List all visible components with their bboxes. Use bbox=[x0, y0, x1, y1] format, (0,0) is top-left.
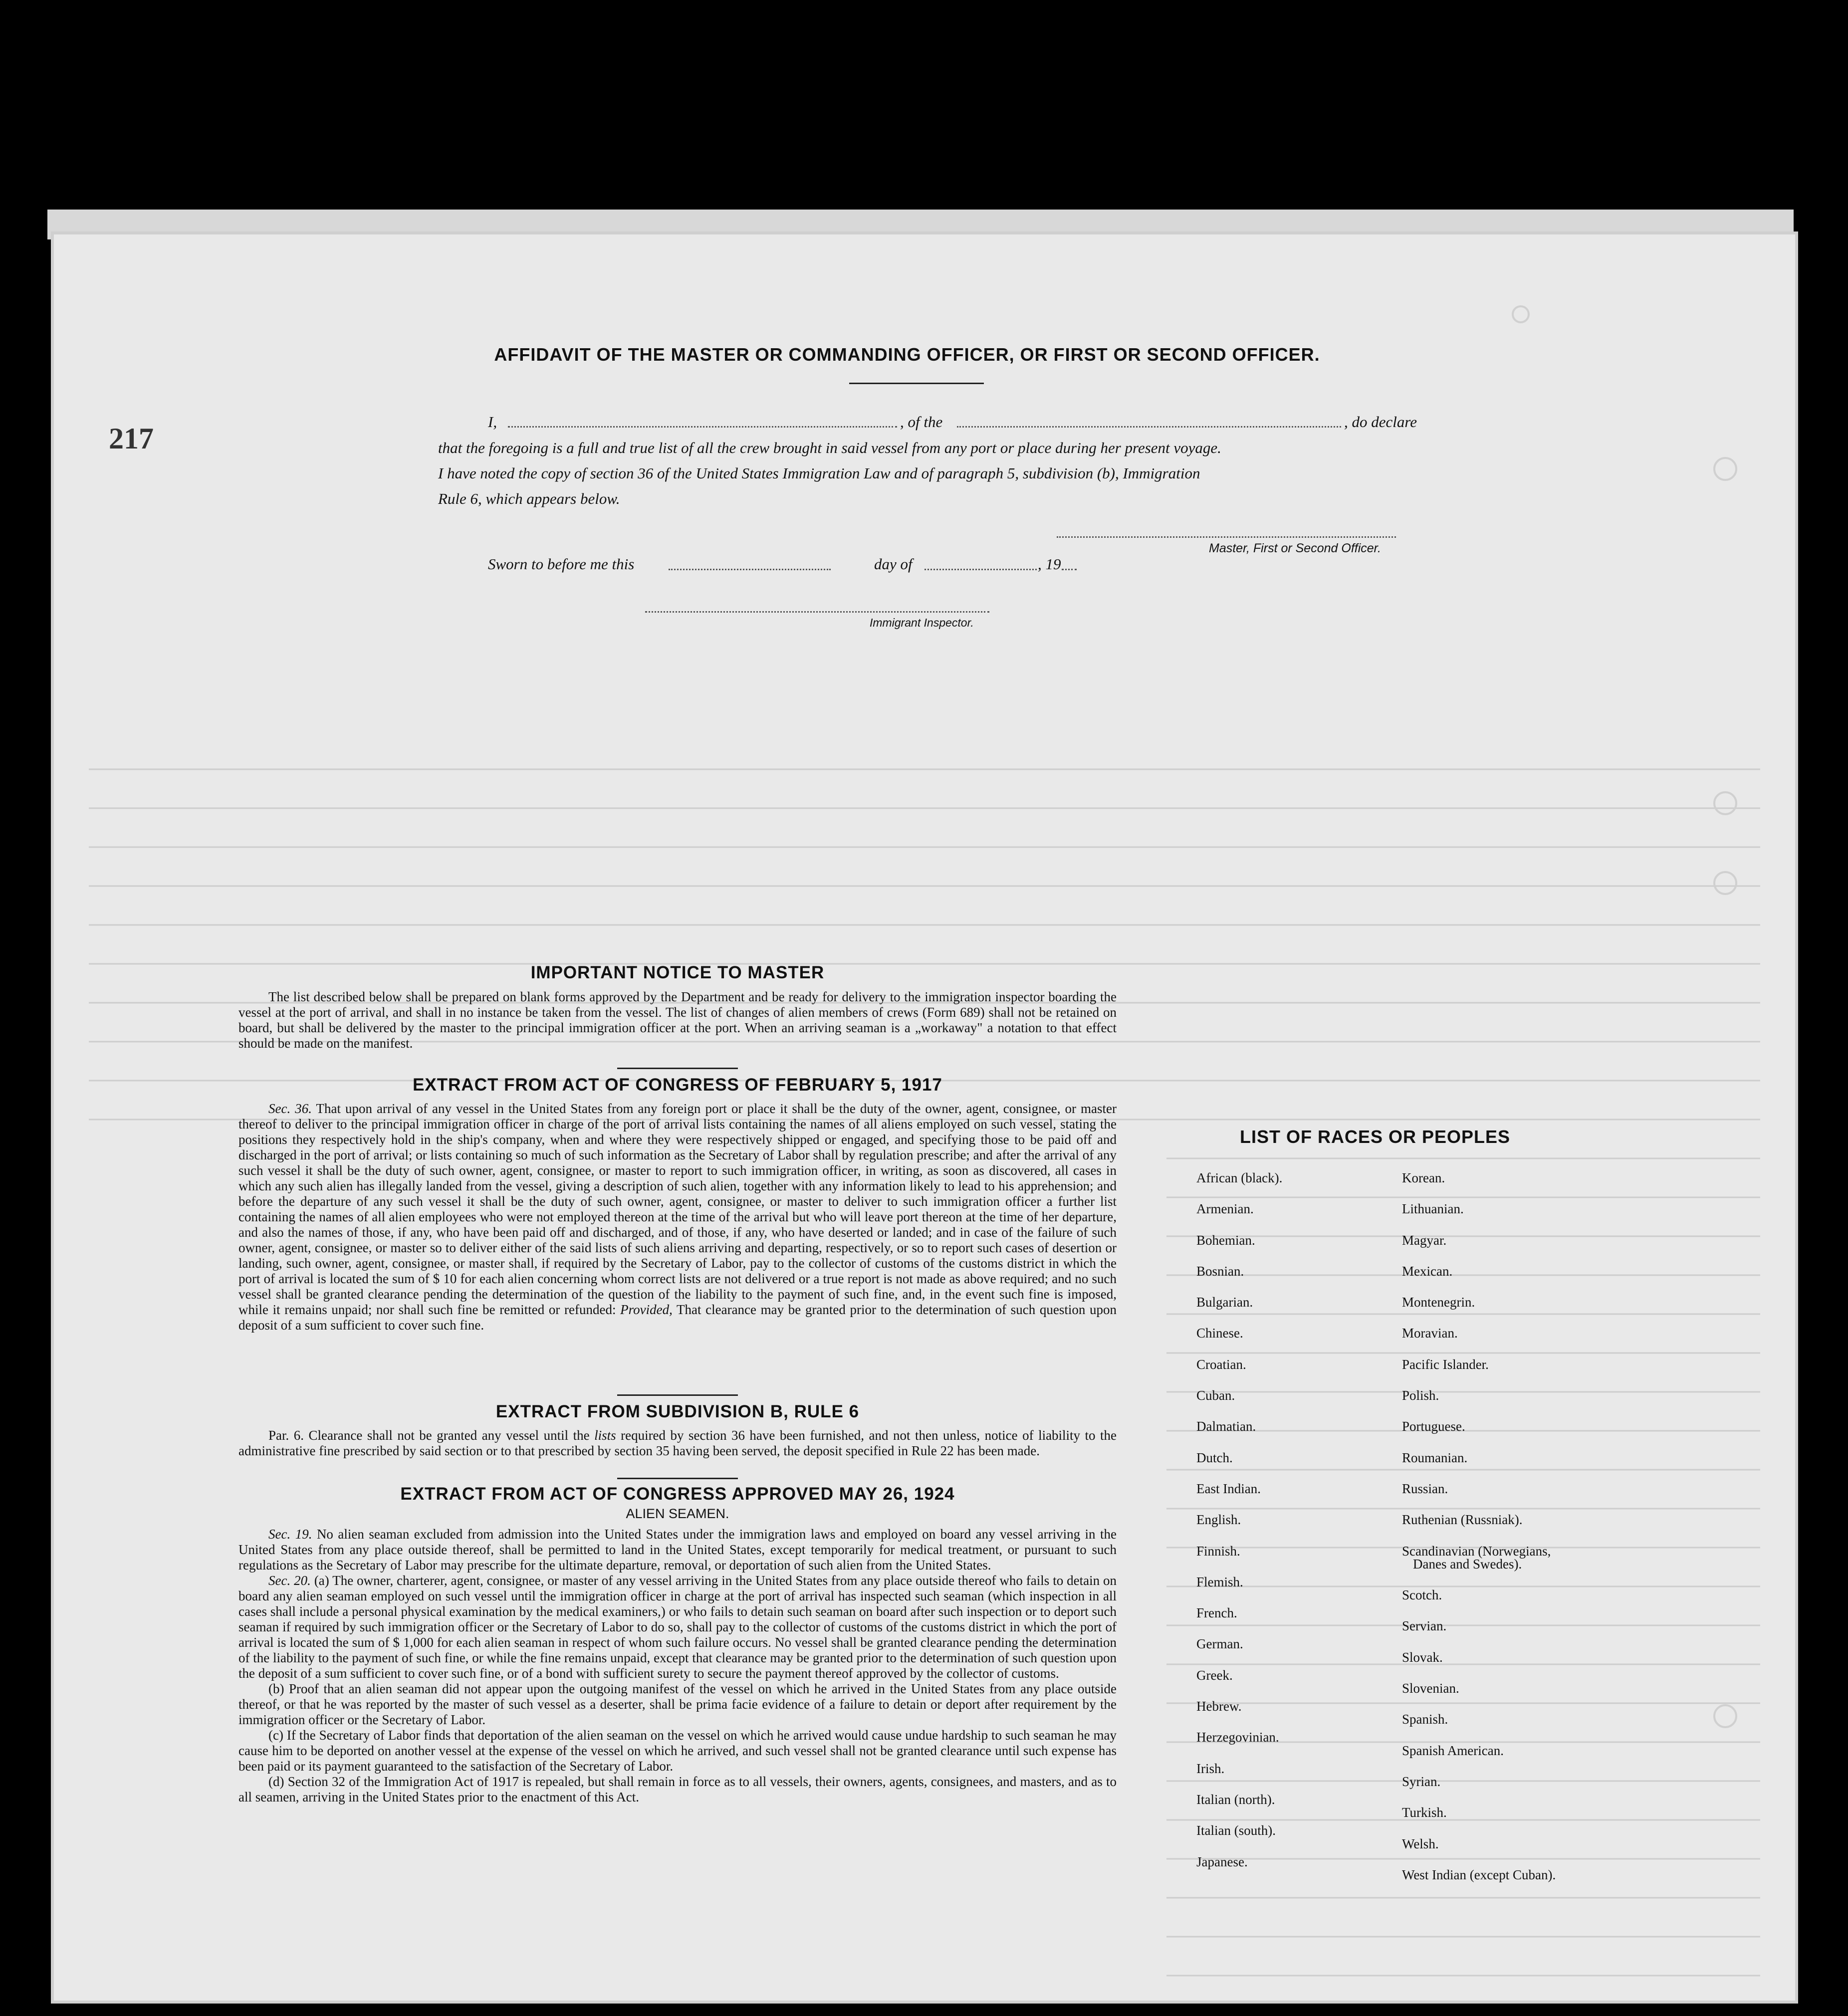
inspector-signature-field[interactable] bbox=[645, 611, 989, 613]
race-item: Bohemian. bbox=[1196, 1232, 1255, 1248]
day-of-label: day of bbox=[874, 555, 913, 573]
race-item: Moravian. bbox=[1402, 1326, 1458, 1341]
extract-rule6-body bbox=[238, 1428, 1117, 1459]
race-item: Bulgarian. bbox=[1196, 1295, 1253, 1310]
race-item: Dalmatian. bbox=[1196, 1419, 1256, 1434]
race-item: Cuban. bbox=[1196, 1388, 1235, 1403]
affidavit-name-field[interactable] bbox=[508, 426, 897, 428]
race-item: African (black). bbox=[1196, 1170, 1283, 1185]
race-item: Slovak. bbox=[1402, 1649, 1443, 1665]
race-item: Lithuanian. bbox=[1402, 1201, 1464, 1217]
races-right-column bbox=[1402, 1162, 1556, 1890]
race-item: Armenian. bbox=[1196, 1201, 1254, 1217]
master-signature-label: Master, First or Second Officer. bbox=[1209, 541, 1382, 555]
document-page bbox=[54, 234, 1795, 2001]
race-item: Japanese. bbox=[1196, 1854, 1248, 1869]
inspector-label: Immigrant Inspector. bbox=[870, 616, 974, 629]
extract-1924-title: EXTRACT FROM ACT OF CONGRESS APPROVED MAY 26, 1924 bbox=[400, 1484, 955, 1504]
race-item: Servian. bbox=[1402, 1618, 1447, 1634]
extract-rule6-title: EXTRACT FROM SUBDIVISION B, RULE 6 bbox=[495, 1402, 860, 1421]
master-signature-field[interactable] bbox=[1057, 536, 1396, 538]
race-item: Finnish. bbox=[1196, 1543, 1240, 1559]
race-item: Croatian. bbox=[1196, 1356, 1246, 1372]
affidavit-title-rule bbox=[849, 383, 984, 384]
notice-title: IMPORTANT NOTICE TO MASTER bbox=[530, 963, 825, 982]
provided-label: Provided, bbox=[620, 1302, 673, 1317]
sworn-month-field[interactable] bbox=[924, 569, 1037, 570]
race-item: Mexican. bbox=[1402, 1263, 1453, 1279]
race-item: East Indian. bbox=[1196, 1481, 1261, 1496]
race-item: French. bbox=[1196, 1605, 1237, 1621]
race-item: Scotch. bbox=[1402, 1587, 1442, 1603]
affidavit-do-declare-label: , do declare bbox=[1344, 413, 1417, 431]
race-item: Italian (north). bbox=[1196, 1792, 1275, 1807]
race-item: Ruthenian (Russniak). bbox=[1402, 1512, 1523, 1528]
extract-1917-rule bbox=[617, 1394, 738, 1396]
race-item: Spanish American. bbox=[1402, 1743, 1504, 1758]
race-item: Russian. bbox=[1402, 1481, 1448, 1496]
sec-36-text-end: That clearance may be granted prior to the determination of such question upon deposit of a sum sufficient to cover such fine. bbox=[238, 1302, 1117, 1333]
sec-19-label: Sec. 19. bbox=[268, 1527, 312, 1542]
sec-20b-text: (b) Proof that an alien seaman did not appear upon the outgoing manifest of the vessel on which he arrived in the United States from any place outside thereof, or that he was reported by the master of such vessel as a deserter, shall be prima facie evidence of a failure to detain or deport after requirement by the immigration officer or the Secretary of Labor. bbox=[238, 1681, 1117, 1727]
sec-36-label: Sec. 36. bbox=[268, 1101, 312, 1116]
race-item: Flemish. bbox=[1196, 1574, 1243, 1589]
race-item: Welsh. bbox=[1402, 1836, 1439, 1851]
sworn-label: Sworn to before me this bbox=[488, 555, 635, 573]
sec-20c-text: (c) If the Secretary of Labor finds that deportation of the alien seaman on the vessel on which he arrived would cause undue hardship to such seaman he may cause him to be deported on another vessel at the expense of the vessel on which he arrived, and such vessel shall not be granted clearance until such expense has been paid or its payment guaranteed to the satisfaction of the Secretary of Labor. bbox=[238, 1728, 1117, 1774]
race-item: Roumanian. bbox=[1402, 1450, 1468, 1465]
race-item: Montenegrin. bbox=[1402, 1295, 1475, 1310]
race-item: Chinese. bbox=[1196, 1326, 1243, 1341]
race-item: West Indian (except Cuban). bbox=[1402, 1867, 1556, 1882]
race-item: Syrian. bbox=[1402, 1774, 1441, 1789]
race-item: Dutch. bbox=[1196, 1450, 1233, 1465]
extract-rule6-rule bbox=[617, 1478, 738, 1479]
race-item: Pacific Islander. bbox=[1402, 1356, 1489, 1372]
races-left-column bbox=[1196, 1162, 1282, 1877]
race-item: Magyar. bbox=[1402, 1232, 1447, 1248]
affidavit-title: AFFIDAVIT OF THE MASTER OR COMMANDING OFFICER, OR FIRST OR SECOND OFFICER. bbox=[494, 344, 1320, 365]
affidavit-statement-line-2: I have noted the copy of section 36 of the United States Immigration Law and of paragraph 5, subdivision (b), Immigration bbox=[438, 464, 1200, 482]
race-item: Spanish. bbox=[1402, 1712, 1448, 1727]
year-label: , 19 bbox=[1038, 555, 1061, 573]
race-item: Danes and Swedes). bbox=[1413, 1556, 1522, 1571]
extract-1924-subtitle: ALIEN SEAMEN. bbox=[626, 1506, 729, 1521]
sec-20-label: Sec. 20. bbox=[268, 1573, 311, 1588]
extract-1917-title: EXTRACT FROM ACT OF CONGRESS OF FEBRUARY 5, 1917 bbox=[413, 1075, 942, 1095]
sec-20d-text: (d) Section 32 of the Immigration Act of 1917 is repealed, but shall remain in force as to all vessels, their owners, agents, consignees, and masters, and as to all seamen, arriving in the United States prior to the enactment of this Act. bbox=[238, 1774, 1117, 1804]
race-item: Scandinavian (Norwegians, bbox=[1402, 1543, 1551, 1559]
rule6-lists-label: lists bbox=[594, 1428, 616, 1443]
extract-1924-body bbox=[238, 1527, 1117, 1805]
affidavit-statement-line-3: Rule 6, which appears below. bbox=[438, 490, 620, 507]
race-item: Herzegovinian. bbox=[1196, 1730, 1279, 1745]
race-item: Korean. bbox=[1402, 1170, 1445, 1185]
race-item: Irish. bbox=[1196, 1761, 1225, 1776]
race-item: Slovenian. bbox=[1402, 1681, 1459, 1696]
affidavit-i-label: I, bbox=[488, 413, 497, 431]
sworn-day-field[interactable] bbox=[669, 569, 831, 570]
affidavit-vessel-field[interactable] bbox=[957, 426, 1341, 428]
rule6-text-end: required by section 36 have been furnished, and not then unless, notice of liability to the administrative fine prescribed by said section or to that prescribed by section 35 having been served, the deposit specified in Rule 22 has been made. bbox=[238, 1428, 1117, 1458]
sec-19-text: No alien seaman excluded from admission into the United States under the immigration laws and employed on board any vessel arriving in the United States from any place outside thereof, shall be permitted to land in the United States, except temporarily for medical treatment, or pursuant to such regulations as the Secretary of Labor may prescribe for the ultimate departure, removal, or deportation of such alien from the United States. bbox=[238, 1527, 1117, 1572]
race-item: English. bbox=[1196, 1512, 1241, 1528]
margin-sheet-number: 217 bbox=[109, 422, 154, 455]
race-item: Turkish. bbox=[1402, 1805, 1447, 1820]
notice-body bbox=[238, 989, 1117, 1051]
notice-rule bbox=[617, 1068, 738, 1069]
sec-20a-text: (a) The owner, charterer, agent, consignee, or master of any vessel arriving in the United States from any place outside thereof who fails to detain on board any alien seaman employed on such vessel until the immigration officer in charge at the port of arrival has inspected such seaman (which inspection in all cases shall include a personal physical examination by the medical examiners,) or who fails to detain such seaman on board after such inspection or to deport such seaman if required by such immigration officer or the Secretary of Labor to do so, shall pay to the collector of customs of the customs district in which the port of arrival is located the sum of $ 1,000 for each alien seaman in respect of whom such failure occurs. No vessel shall be granted clearance pending the determination of the liability to the payment of such fine, or while the fine remains unpaid, except that clearance may be granted prior to the determination of such question upon the deposit of a sum sufficient to cover such fine, or of a bond with sufficient surety to secure the payment thereof approved by the collector of customs. bbox=[238, 1573, 1117, 1681]
race-item: Italian (south). bbox=[1196, 1823, 1276, 1838]
affidavit-statement-line-1: that the foregoing is a full and true list of all the crew brought in said vessel from any port or place during her present voyage. bbox=[438, 439, 1221, 456]
race-item: Polish. bbox=[1402, 1388, 1439, 1403]
race-item: Greek. bbox=[1196, 1667, 1233, 1683]
races-title: LIST OF RACES OR PEOPLES bbox=[1240, 1126, 1511, 1147]
race-item: Portuguese. bbox=[1402, 1419, 1465, 1434]
rule6-text-start: Par. 6. Clearance shall not be granted any vessel until the bbox=[268, 1428, 590, 1443]
sec-36-text: That upon arrival of any vessel in the United States from any foreign port or place it shall be the duty of the owner, agent, consignee, or master thereof to deliver to the principal immigration officer in charge of the port of arrival lists containing the names of all aliens employed on such vessel, stating the positions they respectively hold in the ship's company, when and where they were respectively shipped or engaged, and specifying those to be paid off and discharged in the port of arrival; or lists containing so much of such information as the Secretary of Labor shall by regulation prescribe; and after the arrival of any such vessel it shall be the duty of such owner, agent, consignee, or master to report to such immigration officer, in writing, as soon as discovered, all cases in which any such alien has illegally landed from the vessel, giving a description of such alien, together with any information likely to lead to his apprehension; and before the departure of any such vessel it shall be the duty of such owner, agent, consignee, or master to deliver to such immigration officer a further list containing the names of all alien employees who were not employed thereon at the time of the arrival but who will leave port thereon at the time of her departure, and also the names of those, if any, who have been paid off and discharged, and of those, if any, who have deserted or landed; and in case of the failure of such owner, agent, consignee, or master so to deliver either of the said lists of such aliens arriving and departing, respectively, or so to report such cases of desertion or landing, such owner, agent, consignee, or master shall, if required by the Secretary of Labor, pay to the collector of customs of the customs district in which the port of arrival is located the sum of $ 10 for each alien concerning whom correct lists are not delivered or a true report is not made as above required; and no such vessel shall be granted clearance pending the determination of the question of the liability to the payment of such fine, and, in the event such fine is imposed, while it remains unpaid; nor shall such fine be remitted or refunded: bbox=[238, 1101, 1117, 1317]
notice-paragraph: The list described below shall be prepared on blank forms approved by the Department and be ready for delivery to the immigration inspector boarding the vessel at the port of arrival, and shall in no instance be taken from the vessel. The list of changes of alien members of crews (Form 689) shall not be retained on board, but shall be delivered by the master to the principal immigration officer at the port. When an arriving seaman is a „workaway" a notation to that effect should be made on the manifest. bbox=[238, 989, 1117, 1051]
affidavit-of-the-label: , of the bbox=[900, 413, 943, 431]
sworn-year-field[interactable] bbox=[1062, 569, 1077, 570]
race-item: Hebrew. bbox=[1196, 1699, 1242, 1714]
race-item: German. bbox=[1196, 1636, 1243, 1652]
race-item: Bosnian. bbox=[1196, 1263, 1244, 1279]
extract-1917-body bbox=[238, 1101, 1117, 1333]
